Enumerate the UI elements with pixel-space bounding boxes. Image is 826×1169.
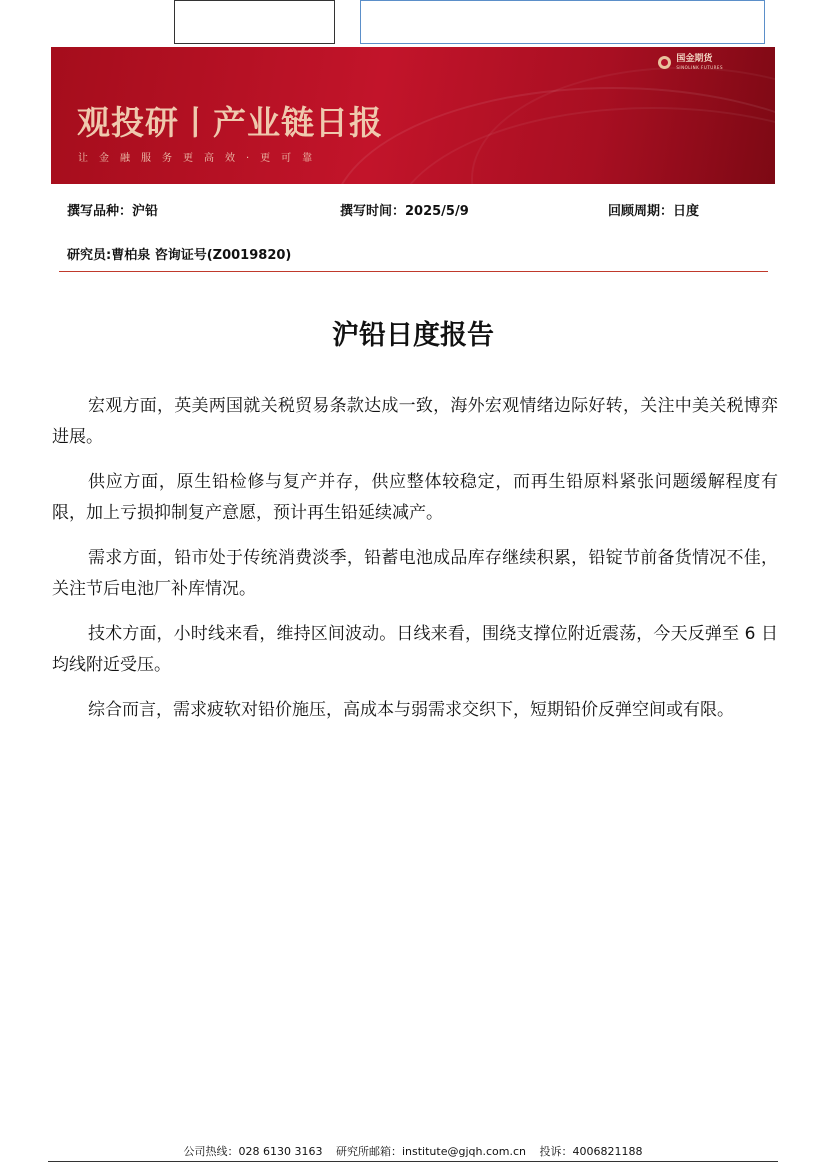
- paragraph-supply: 供应方面，原生铅检修与复产并存，供应整体较稳定，而再生铅原料紧张问题缓解程度有限，加上亏损抑制复产意愿，预计再生铅延续减产。: [52, 472, 778, 523]
- meta-date: 撰写时间：2025/5/9: [340, 204, 469, 219]
- header-blank-box-left: [174, 0, 335, 44]
- meta-researcher: 研究员:曹柏泉 咨询证号(Z0019820): [67, 248, 292, 263]
- paragraph-demand: 需求方面，铅市处于传统消费淡季，铅蓄电池成品库存继续积累，铅锭节前备货情况不佳，关注节后电池厂补库情况。: [52, 548, 778, 599]
- banner-slogan: 让金融服务更高效·更可靠: [78, 153, 324, 164]
- paragraph-technical: 技术方面，小时线来看，维持区间波动。日线来看，围绕支撑位附近震荡，今天反弹至 6 日均线附近受压。: [52, 624, 778, 675]
- document-title: 沪铅日度报告: [332, 320, 494, 351]
- header-blank-box-right: [360, 0, 765, 44]
- paragraph-summary: 综合而言，需求疲软对铅价施压，高成本与弱需求交织下，短期铅价反弹空间或有限。: [88, 700, 734, 720]
- footer-hotline: 公司热线：028 6130 3163: [183, 1145, 323, 1158]
- meta-variety: 撰写品种：沪铅: [67, 204, 159, 219]
- brand-name-en: SINOLINK FUTURES: [676, 65, 723, 70]
- banner-decoration: [471, 67, 775, 184]
- footer-complaint: 投诉：4006821188: [539, 1145, 643, 1158]
- banner-title: 观投研丨产业链日报: [77, 103, 383, 142]
- page-footer: [0, 1143, 826, 1159]
- footer-divider: [48, 1161, 778, 1162]
- footer-email: 研究所邮箱：institute@gjqh.com.cn: [335, 1145, 526, 1158]
- report-body: [52, 391, 778, 740]
- brand-name-cn: 国金期货: [676, 54, 713, 64]
- meta-period: 回顾周期：日度: [608, 204, 700, 219]
- header-divider: [59, 271, 768, 272]
- brand-logo-icon: [658, 56, 671, 69]
- brand-name: [676, 55, 723, 70]
- report-banner: [51, 47, 775, 184]
- brand-logo-group: [658, 55, 723, 70]
- paragraph-macro: 宏观方面，英美两国就关税贸易条款达成一致，海外宏观情绪边际好转，关注中美关税博弈进展。: [52, 396, 778, 447]
